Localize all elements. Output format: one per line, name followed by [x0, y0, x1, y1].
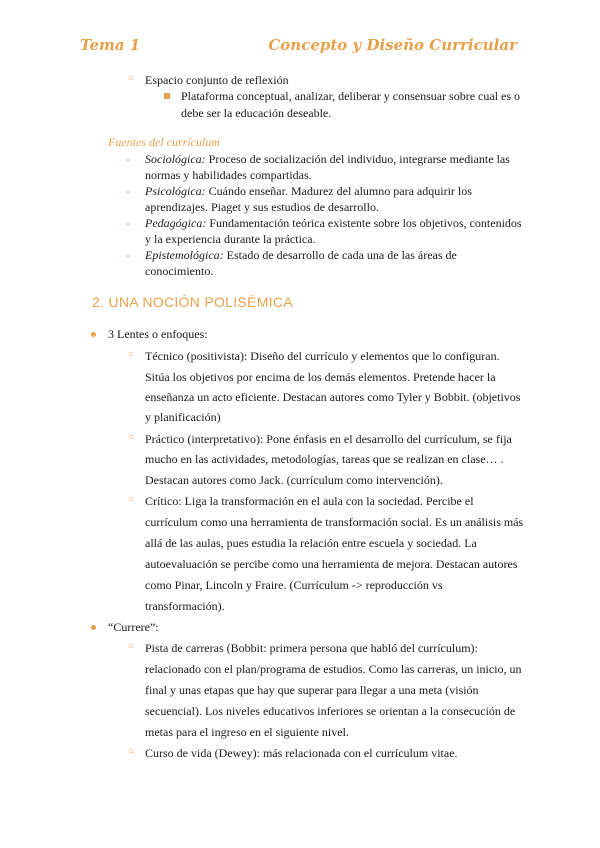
- list-item: Pedagógica: Fundamentación teórica existente sobre los objetivos, contenidos: [145, 216, 522, 230]
- list-item: Curso de vida (Dewey): más relacionada con el currículum vitae.: [145, 746, 458, 760]
- list-item: final y unas etapas que hay que superar para llegar a una meta (visión: [145, 683, 479, 697]
- list-item: Psicológica: Cuándo enseñar. Madurez del alumno para adquirir los: [145, 184, 472, 198]
- list-item: enseñanza un acto eficiente. Destacan autores como Tyler y Bobbit. (objetivos: [145, 390, 521, 404]
- list-item: Epistemológica: Estado de desarrollo de cada una de las áreas de: [145, 248, 457, 262]
- list-item: autoevaluación se percibe como una herramienta de mejora. Destacan autores: [145, 557, 518, 571]
- circle-bullet-icon: ○: [128, 349, 135, 360]
- list-item: normas y habilidades compartidas.: [145, 168, 312, 182]
- list-item: Espacio conjunto de reflexión: [145, 73, 289, 87]
- dash-bullet-icon: -: [126, 216, 130, 230]
- dash-bullet-icon: -: [126, 184, 130, 198]
- list-item: 3 Lentes o enfoques:: [108, 327, 208, 341]
- list-item: allá de las aulas, pues estudia la relación entre escuela y sociedad. La: [145, 536, 477, 550]
- list-item: secuencial). Los niveles educativos inferiores se orientan a la consecución de: [145, 704, 516, 718]
- list-item: Práctico (interpretativo): Pone énfasis en el desarrollo del currículum, se fija: [145, 432, 512, 446]
- list-item: Destacan autores como Jack. (currículum como intervención).: [145, 473, 443, 487]
- list-item: Pista de carreras (Bobbit: primera persona que habló del currículum):: [145, 641, 478, 655]
- list-item: Sitúa los objetivos por encima de los demás elementos. Pretende hacer la: [145, 370, 496, 384]
- list-item: como Pinar, Lincoln y Fraire. (Currículum -> reproducción vs: [145, 578, 443, 592]
- list-item: y planificación): [145, 410, 221, 424]
- list-item: conocimiento.: [145, 264, 214, 278]
- list-item: transformación).: [145, 599, 225, 613]
- list-item: Plataforma conceptual, analizar, deliberar y consensuar sobre cual es o: [181, 89, 521, 103]
- dot-bullet-icon: [91, 332, 96, 337]
- list-item: debe ser la educación deseable.: [181, 106, 332, 120]
- header-topic: Tema 1: [80, 36, 141, 54]
- circle-bullet-icon: ○: [128, 73, 135, 84]
- dash-bullet-icon: -: [126, 248, 130, 262]
- dot-bullet-icon: [91, 625, 96, 630]
- list-item: y la experiencia durante la práctica.: [145, 232, 316, 246]
- list-item: Sociológica: Proceso de socialización del individuo, integrarse mediante las: [145, 152, 510, 166]
- list-item: metas para el ingreso en el siguiente nivel.: [145, 725, 349, 739]
- dash-bullet-icon: -: [126, 152, 130, 166]
- list-item: Crítico: Liga la transformación en el aula con la sociedad. Percibe el: [145, 494, 474, 508]
- list-item: mucho en las actividades, metodologías, tareas que se realizan en clase… .: [145, 452, 504, 466]
- circle-bullet-icon: ○: [128, 641, 135, 652]
- section-heading: 2. UNA NOCIÓN POLISÉMICA: [92, 294, 293, 310]
- header-title: Concepto y Diseño Curricular: [268, 36, 517, 54]
- fuentes-title: Fuentes del currículum: [108, 135, 220, 149]
- list-item: Técnico (positivista): Diseño del currículo y elementos que lo configuran.: [145, 349, 500, 363]
- list-item: relacionado con el plan/programa de estudios. Como las carreras, un inicio, un: [145, 662, 522, 676]
- square-bullet-icon: [164, 93, 170, 99]
- circle-bullet-icon: ○: [128, 746, 135, 757]
- circle-bullet-icon: ○: [128, 432, 135, 443]
- list-item: aprendizajes. Piaget y sus estudios de desarrollo.: [145, 200, 379, 214]
- list-item: “Currere”:: [108, 620, 159, 634]
- circle-bullet-icon: ○: [128, 494, 135, 505]
- list-item: currículum como una herramienta de transformación social. Es un análisis más: [145, 515, 524, 529]
